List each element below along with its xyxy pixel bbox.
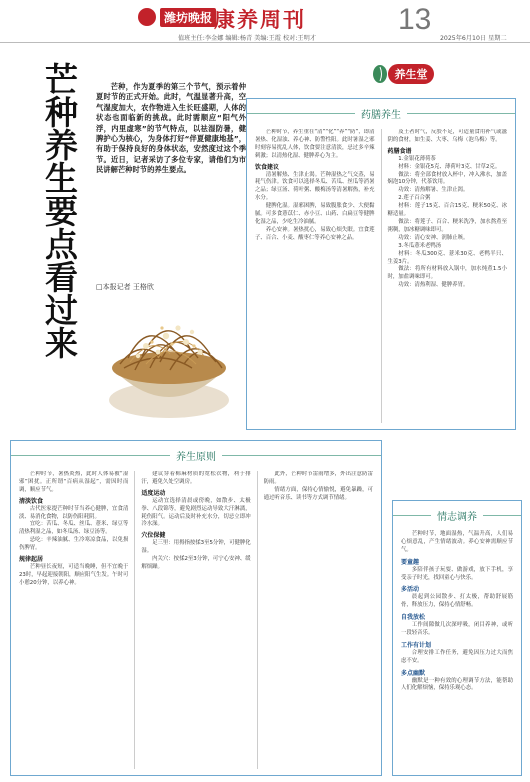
masthead <box>0 0 530 44</box>
badge-label: 养生堂 <box>394 68 428 81</box>
section-heading <box>393 505 521 525</box>
emotion-section <box>392 500 522 776</box>
subheading: 规律起居 <box>19 556 44 564</box>
principles-column-3 <box>264 471 373 769</box>
recipe-section <box>246 98 516 430</box>
subheading: 工作有计划 <box>401 641 432 649</box>
page-number: 13 <box>398 3 432 36</box>
body-paragraph: 2.莲子百合粥 <box>398 195 431 202</box>
body-paragraph: 芒种时节，地面湿热，气温升高，人们易心烦意乱，产生情绪波动。养心安神需顺应节气。 <box>401 531 513 553</box>
principles-section <box>10 440 382 776</box>
body-paragraph: 材料：莲子15克、百合15克、粳米50克、冰糖适量。 <box>387 203 507 218</box>
body-paragraph: 建议穿着棉麻材质的宽松衣物，利于排汗，避免久处空调房。 <box>141 471 251 485</box>
principles-column-1 <box>19 471 128 769</box>
subheading: 多活动 <box>401 586 420 594</box>
body-paragraph: 情绪方面，保持心情愉悦，避免暴躁，可通过听音乐、读书等方式调节情绪。 <box>263 486 373 501</box>
body-paragraph: 及王者时气，反胶不足，可适量食用补气或滋阴的食材，如生姜、大枣、乌梅（泡乌梅）等。 <box>387 129 507 143</box>
column-title: 康养周刊 <box>214 7 306 32</box>
body-paragraph: 工作间隙做几次深呼吸，闭目养神，或听一段轻音乐。 <box>401 622 513 636</box>
body-paragraph: 清暑解热、生津止渴。芒种湿热之气交蒸，易耗气伤津。饮食可以选择冬瓜、苦瓜、丝瓜等消暑之品；绿豆汤、荷叶粥、酸梅汤等清暑解热，补充水分。 <box>255 171 375 202</box>
issue-date: 2025年6月10日 星期二 <box>440 35 507 42</box>
body-paragraph: 运动宜选择清晨或傍晚，如散步、太极拳、八段锦等，避免剧烈运动导致大汗淋漓，耗伤阳气。运动后及时补充水分，切忌立即冲冷水澡。 <box>141 497 251 528</box>
body-paragraph: 内关穴：按揉2至3分钟，可宁心安神、缓解烦躁。 <box>141 556 251 570</box>
lead-paragraph: 芒种，作为夏季的第三个节气，预示着仲夏时节的正式开始。此时，气温显著升高，空气湿度加大，农作物进入生长旺盛期，人体的状态也面临新的挑战。此时需顺应“阳气外浮，内里虚寒”的节气特点，以祛湿防暑，健脾护心为核心，为身体打好“伴夏健康地基”，有助于保持良好的身体状态，安然度过这个季节。近日，记者采访了多位专家，请他们为市民讲解芒种时节的养生要点。 <box>96 82 246 175</box>
section-heading-label: 药膳养生 <box>361 109 401 121</box>
body-paragraph: 芒种时节，暑热炎热，此时人体易被“湿邪”困扰。正所谓“百病从湿起”，需因时而调，顺应节气。 <box>19 471 129 493</box>
body-paragraph: 功效：清热利湿、健脾养胃。 <box>398 282 469 289</box>
article-lead <box>96 82 246 176</box>
paper-name: 潍坊晚报 <box>160 8 216 27</box>
body-paragraph: 宜吃：苦瓜、冬瓜、丝瓜、薏米、绿豆等清热利湿之品，如冬瓜汤、绿豆汤等。 <box>19 521 129 536</box>
body-paragraph: 功效：清心安神、润肺止咳。 <box>398 234 469 241</box>
subheading: 要童趣 <box>401 558 420 566</box>
staff-credits: 值班主任:李金娜 编辑:杨青 美编:王霞 校对:王明才 <box>178 35 316 42</box>
body-paragraph: 做法：将莲子、百合、粳米洗净，加水熬煮至粥稠，加冰糖调味即可。 <box>387 218 507 233</box>
header-rule <box>0 42 530 43</box>
newspaper-logo-icon <box>138 8 156 26</box>
body-paragraph: 晨起到公园散步、打太极，帮助舒展筋骨，释放压力，保持心情舒畅。 <box>401 594 513 609</box>
body-paragraph: 功效：清热解暑、生津止渴。 <box>398 187 469 194</box>
body-paragraph: 1.金银花薄荷茶 <box>398 155 436 162</box>
emotion-column <box>393 525 521 769</box>
body-paragraph: 足三里：用拇指按揉3至5分钟，可健脾化湿。 <box>141 540 251 555</box>
body-paragraph: 做法：将全部食材放入杯中，冲入沸水，加盖焖泡10分钟，代茶饮用。 <box>387 171 507 186</box>
body-paragraph: 养心安神。暑热扰心，易致心烦失眠。宜食莲子、百合、小麦、酸枣仁等养心安神之品。 <box>255 226 375 241</box>
recipe-column-2 <box>387 129 507 423</box>
body-paragraph: 古代医家提芒种时节当养心健脾，宜食清淡、易消化食物，以防伤阳耗阴。 <box>19 505 129 520</box>
body-paragraph: 芒种昼长夜短，可适当晚睡，但不宜晚于23时，早起迎接朝阳，顺应阳气生发。午时可小憩20分钟，以养心神。 <box>19 563 129 586</box>
body-paragraph: 3.冬瓜薏米老鸭汤 <box>398 242 442 249</box>
herb-bowl-image <box>100 298 238 426</box>
section-heading <box>247 103 515 123</box>
article-title: 芒种养生要点看过来 <box>40 62 79 359</box>
body-paragraph: 幽默是一种有效的心理调节方法，能帮助人们化解烦恼，保持乐观心态。 <box>401 677 513 692</box>
subheading: 适度运动 <box>141 489 166 497</box>
principles-column-2 <box>141 471 250 769</box>
body-paragraph: 忌吃：辛辣油腻、生冷寒凉食品，以免损伤脾胃。 <box>19 537 129 552</box>
body-paragraph: 材料：金银花5克、薄荷叶3克、甘草2克。 <box>398 163 501 170</box>
body-paragraph: 合理安排工作任务，避免因压力过大而焦虑不安。 <box>401 649 513 664</box>
subheading: 药膳食谱 <box>387 147 412 155</box>
section-heading-label: 情志调养 <box>437 511 477 523</box>
subheading: 穴位保健 <box>141 532 166 540</box>
subheading: 多点幽默 <box>401 669 426 677</box>
reporter-byline: □本报记者 王格欣 <box>96 283 154 291</box>
section-heading-label: 养生原则 <box>176 451 216 463</box>
subheading: 饮食建议 <box>255 163 280 171</box>
body-paragraph: 健脾化湿。湿邪困脾，易致腹胀食少、大便黏腻。可多食薏苡仁、赤小豆、山药、白扁豆等健脾化湿之品，少吃生冷油腻。 <box>255 203 375 225</box>
body-paragraph: 材料：冬瓜300克、薏米30克、老鸭半只、生姜3片。 <box>387 250 507 265</box>
body-paragraph: 多陪伴孩子玩耍、做游戏，放下手机，享受亲子时光，找回童心与快乐。 <box>401 566 513 581</box>
body-paragraph: 此外，芒种时节雷雨增多，外出注意防雷防雨。 <box>263 471 373 485</box>
body-paragraph: 做法：将所有材料放入锅中，加水炖煮1.5小时，加盐调味即可。 <box>387 266 507 281</box>
subheading: 自我放松 <box>401 614 426 622</box>
section-heading <box>11 445 381 465</box>
subheading: 清淡饮食 <box>19 497 44 505</box>
health-column-badge <box>372 62 436 86</box>
recipe-column-1 <box>255 129 375 423</box>
body-paragraph: 芒种时节，养生重在“清”“化”“养”“防”，即清暑热、化湿浊、养心神、防警性阳。此时暑湿之邪时刻容易扰乱人体，饮食要注意清淡，忌过多辛辣刺激；以清热化湿、健脾养心为主。 <box>255 129 375 159</box>
